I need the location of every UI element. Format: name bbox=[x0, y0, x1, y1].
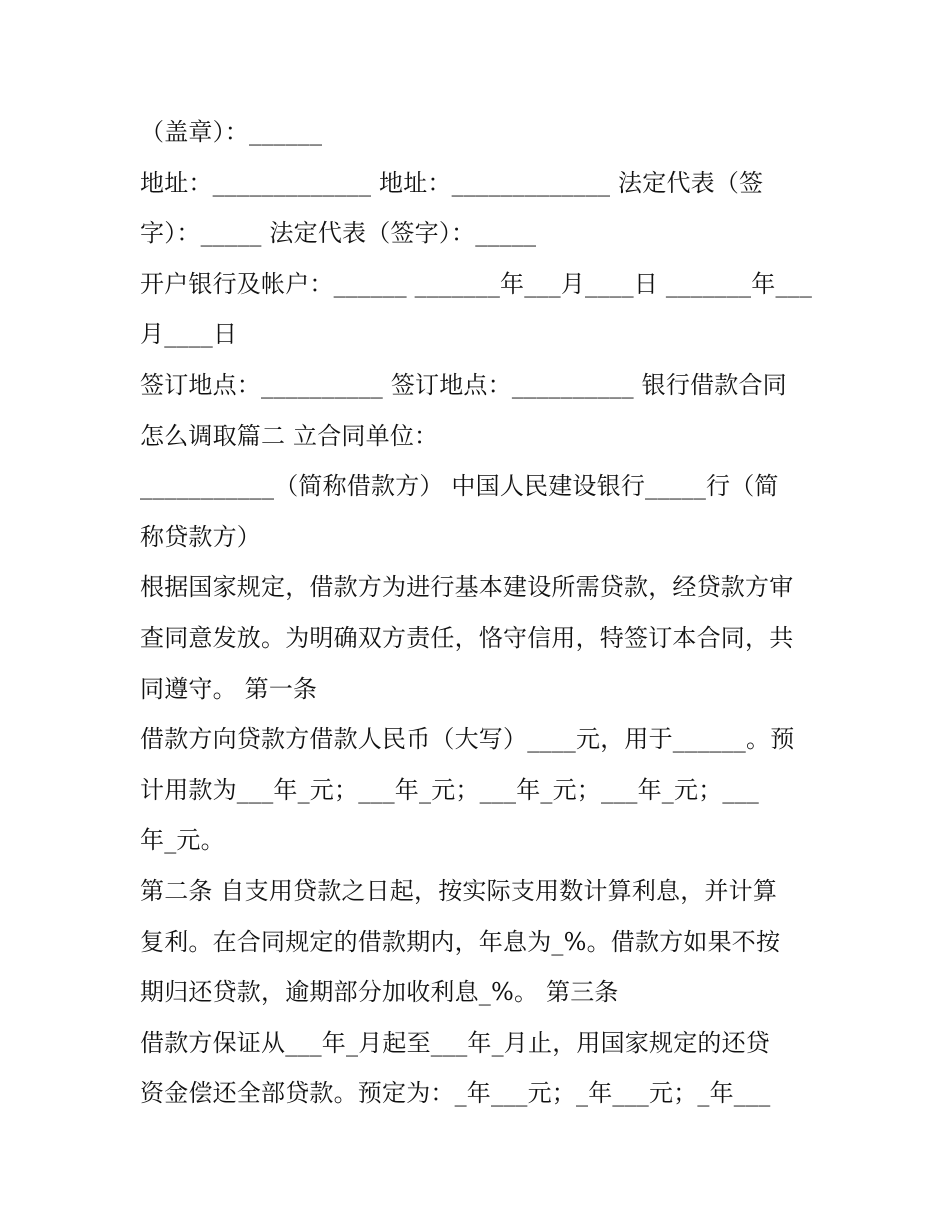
text-line-preamble-1: 根据国家规定，借款方为进行基本建设所需贷款，经贷款方审 bbox=[140, 573, 794, 602]
text-line-address: 地址：_____________ 地址：_____________ 法定代表（签 bbox=[140, 168, 764, 197]
text-line-parties: ___________（简称借款方） 中国人民建设银行_____行（简 bbox=[140, 472, 779, 501]
text-line-lender: 称贷款方） bbox=[140, 522, 261, 551]
text-line-signature: 字）：_____ 法定代表（签字）：_____ bbox=[140, 219, 537, 248]
text-line-article-2-a: 第二条 自支用贷款之日起，按实际支用数计算利息，并计算 bbox=[140, 876, 778, 905]
text-line-article-1-a: 借款方向贷款方借款人民币（大写）____元，用于______。预 bbox=[140, 725, 795, 754]
contract-text bbox=[140, 107, 820, 1119]
text-line-article-3-a: 借款方保证从___年_月起至___年_月止，用国家规定的还贷 bbox=[140, 1028, 770, 1057]
text-line-section-heading: 怎么调取篇二 立合同单位： bbox=[140, 421, 439, 450]
text-line-date: 月____日 bbox=[140, 320, 238, 349]
text-line-article-2-c: 期归还贷款，逾期部分加收利息_%。 第三条 bbox=[140, 978, 619, 1007]
text-line-bank-account: 开户银行及帐户：______ _______年___月____日 _______年___ bbox=[140, 269, 813, 298]
text-line-article-2-b: 复利。在合同规定的借款期内，年息为_%。借款方如果不按 bbox=[140, 927, 781, 956]
text-line-article-1-b: 计用款为___年_元；___年_元；___年_元；___年_元；___ bbox=[140, 775, 759, 804]
text-line-preamble-2: 查同意发放。为明确双方责任，恪守信用，特签订本合同，共 bbox=[140, 623, 794, 652]
text-line-article-1-c: 年_元。 bbox=[140, 826, 225, 855]
text-line-signing-place: 签订地点：__________ 签订地点：__________ 银行借款合同 bbox=[140, 370, 787, 399]
text-line-article-3-b: 资金偿还全部贷款。预定为：_年___元；_年___元；_年___ bbox=[140, 1079, 771, 1108]
text-line-seal: （盖章）：______ bbox=[140, 118, 323, 146]
text-line-article-1-heading: 同遵守。 第一条 bbox=[140, 674, 318, 703]
